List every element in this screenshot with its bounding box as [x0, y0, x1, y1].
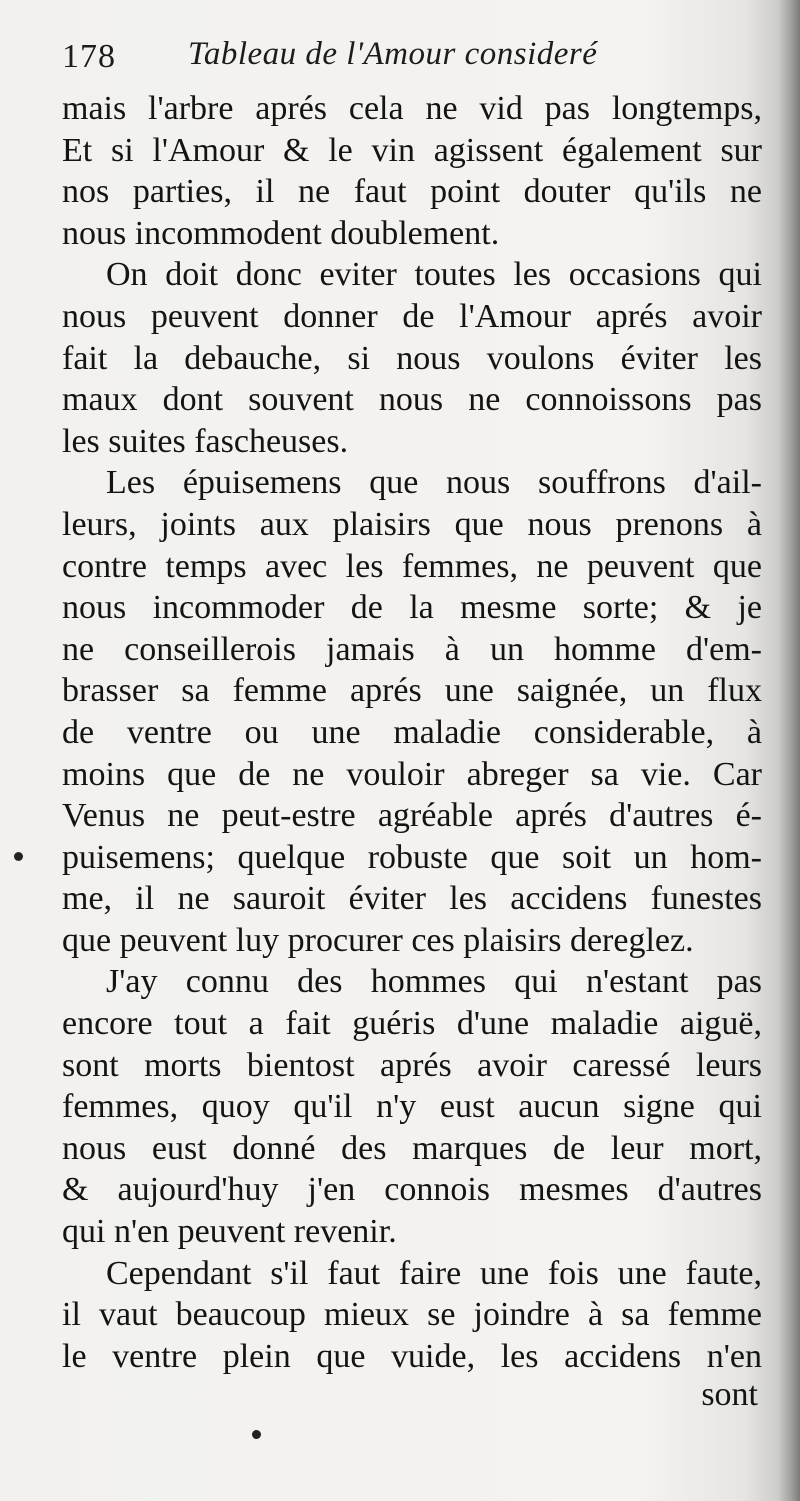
text-line: Venus ne peut-estre agréable aprés d'autres é- — [62, 797, 762, 835]
text-line: nous peuvent donner de l'Amour aprés avoir — [62, 297, 762, 335]
text-line: de ventre ou une maladie considerable, à — [62, 713, 762, 751]
text-line: encore tout a fait guéris d'une maladie aiguë, — [62, 1005, 762, 1043]
text-line: femmes, quoy qu'il n'y eust aucun signe qui — [62, 1088, 762, 1126]
page-header — [62, 32, 762, 84]
text-line: ne conseillerois jamais à un homme d'em- — [62, 630, 762, 668]
text-line: On doit donc eviter toutes les occasions qui — [106, 256, 762, 294]
text-line: nous incommoder de la mesme sorte; & je — [62, 589, 762, 627]
text-line: Les épuisemens que nous souffrons d'ail- — [106, 464, 762, 502]
text-line: nous eust donné des marques de leur mort, — [62, 1129, 762, 1167]
ink-speck — [252, 1430, 261, 1439]
catchword: sont — [701, 1376, 758, 1413]
page-number: 178 — [62, 38, 116, 75]
text-line: J'ay connu des hommes qui n'estant pas — [106, 963, 762, 1001]
text-line: nos parties, il ne faut point douter qu'ils ne — [62, 173, 762, 211]
text-line: fait la debauche, si nous voulons éviter les — [62, 339, 762, 377]
body-text — [62, 88, 762, 1377]
text-line: nous incommodent doublement. — [62, 214, 500, 252]
text-line: qui n'en peuvent revenir. — [62, 1213, 397, 1251]
text-line: contre temps avec les femmes, ne peuvent que — [62, 547, 762, 585]
text-line: maux dont souvent nous ne connoissons pas — [62, 381, 762, 419]
text-line: me, il ne sauroit éviter les accidens funestes — [62, 880, 762, 918]
text-line: puisemens; quelque robuste que soit un hom- — [62, 838, 762, 876]
margin-ink-dot — [14, 852, 23, 861]
text-line: & aujourd'huy j'en connois mesmes d'autres — [62, 1171, 762, 1209]
text-line: mais l'arbre aprés cela ne vid pas longtemps, — [62, 90, 762, 127]
text-line: leurs, joints aux plaisirs que nous prenons à — [62, 505, 762, 543]
text-line: le ventre plein que vuide, les accidens n'en — [62, 1337, 762, 1375]
page-edge-shadow — [778, 0, 800, 1501]
text-line: moins que de ne vouloir abreger sa vie. Car — [62, 755, 762, 793]
text-line: que peuvent luy procurer ces plaisirs dereglez. — [62, 921, 694, 959]
text-line: Et si l'Amour & le vin agissent également sur — [62, 131, 762, 169]
text-line: les suites fascheuses. — [62, 422, 349, 460]
text-line: brasser sa femme aprés une saignée, un flux — [62, 672, 762, 710]
running-title: Tableau de l'Amour consideré — [188, 36, 598, 72]
text-line: Cependant s'il faut faire une fois une faute, — [106, 1254, 762, 1292]
text-line: sont morts bientost aprés avoir caressé leurs — [62, 1046, 762, 1084]
text-line: il vaut beaucoup mieux se joindre à sa femme — [62, 1296, 762, 1334]
